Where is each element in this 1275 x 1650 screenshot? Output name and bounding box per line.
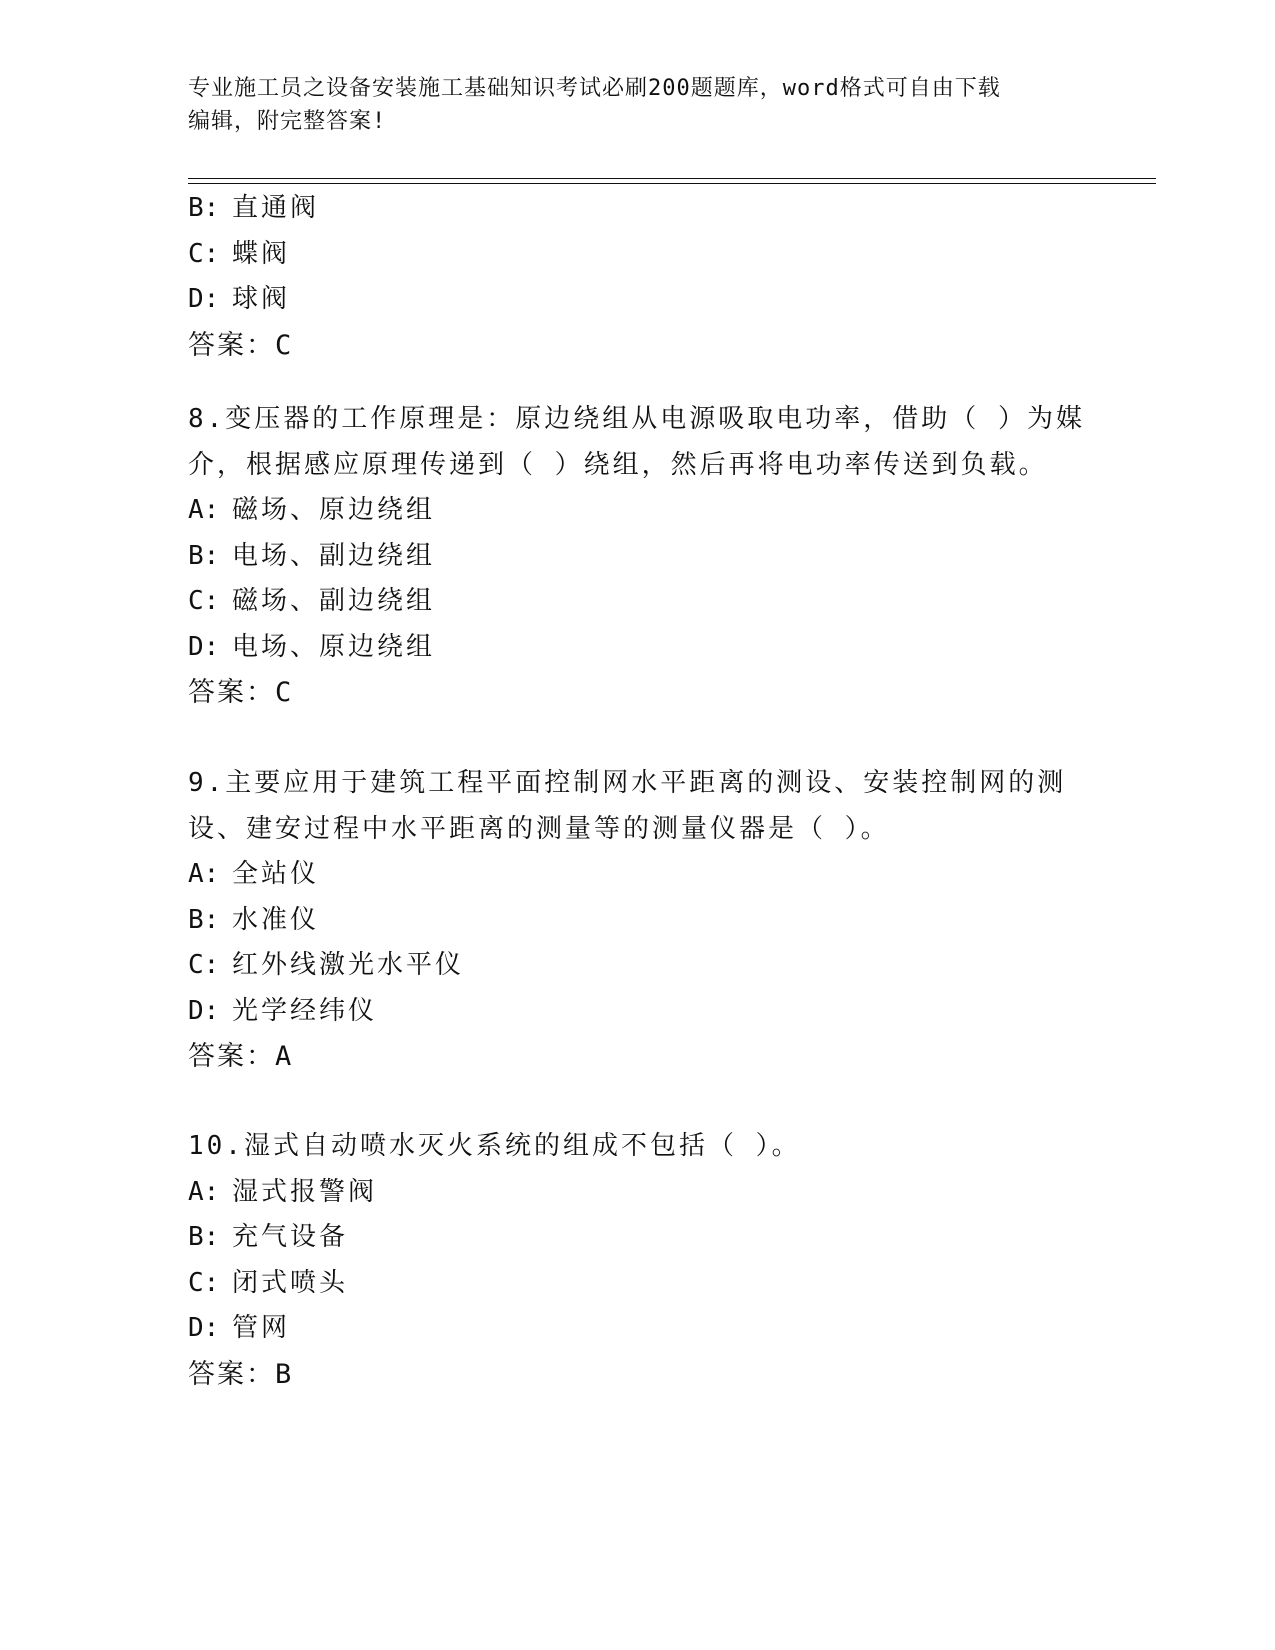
partial-question (188, 186, 1088, 369)
option-key: B: (188, 193, 220, 223)
option-c (188, 232, 1088, 278)
option-a (188, 852, 1088, 898)
option-d (188, 625, 1088, 671)
option-d (188, 989, 1088, 1035)
option-text: 全站仪 (232, 859, 320, 889)
option-b (188, 186, 1088, 232)
option-key: D: (188, 995, 220, 1026)
option-text: 红外线激光水平仪 (232, 950, 465, 980)
answer-label: 答案： (188, 677, 275, 708)
option-key: D: (188, 284, 220, 314)
question-stem-line: 8.变压器的工作原理是：原边绕组从电源吸取电功率，借助（ ）为媒 (188, 404, 1085, 434)
option-b (188, 1215, 1088, 1261)
option-a (188, 1170, 1088, 1216)
option-key: B: (188, 540, 220, 571)
question-stem-line: 设、建安过程中水平距离的测量等的测量仪器是（ ）。 (188, 813, 890, 844)
option-text: 光学经纬仪 (232, 995, 378, 1026)
question-stem-line: 介，根据感应原理传递到（ ）绕组，然后再将电功率传送到负载。 (188, 449, 1048, 480)
option-key: C: (188, 238, 220, 269)
option-key: A: (188, 495, 220, 525)
answer-value: C (275, 329, 294, 361)
option-key: D: (188, 631, 220, 662)
question-stem-line: 9.主要应用于建筑工程平面控制网水平距离的测设、安装控制网的测 (188, 768, 1067, 798)
option-b (188, 898, 1088, 944)
option-text: 湿式报警阀 (232, 1176, 378, 1207)
answer-value: C (275, 677, 294, 708)
option-text: 直通阀 (232, 193, 320, 223)
option-b (188, 534, 1088, 580)
answer-value: A (275, 1041, 294, 1072)
header-divider-top (188, 178, 1156, 179)
option-a (188, 488, 1088, 534)
option-text: 电场、原边绕组 (232, 631, 436, 662)
header-line-2: 编辑，附完整答案! (188, 109, 387, 134)
question-8 (188, 397, 1088, 716)
option-text: 水准仪 (232, 904, 320, 935)
option-text: 球阀 (232, 284, 291, 314)
document-header (188, 72, 1088, 138)
option-key: C: (188, 950, 220, 980)
option-text: 管网 (232, 1313, 291, 1343)
option-key: B: (188, 904, 220, 935)
answer-value: B (275, 1358, 294, 1390)
option-text: 充气设备 (232, 1222, 349, 1252)
option-c (188, 943, 1088, 989)
option-text: 磁场、副边绕组 (232, 586, 436, 616)
option-key: C: (188, 586, 220, 616)
option-d (188, 1306, 1088, 1352)
option-key: A: (188, 1176, 220, 1207)
header-divider-bottom (188, 183, 1156, 184)
option-text: 蝶阀 (232, 238, 291, 269)
header-line-1: 专业施工员之设备安装施工基础知识考试必刷200题题库，word格式可自由下载 (188, 76, 1001, 101)
question-9 (188, 761, 1088, 1080)
answer-line (188, 670, 1088, 716)
option-key: C: (188, 1267, 220, 1298)
answer-label: 答案： (188, 1041, 275, 1072)
option-key: D: (188, 1313, 220, 1343)
option-text: 电场、副边绕组 (232, 540, 436, 571)
option-key: B: (188, 1222, 220, 1252)
answer-line (188, 323, 1088, 369)
answer-label: 答案： (188, 1358, 275, 1390)
question-10 (188, 1124, 1088, 1398)
answer-label: 答案： (188, 329, 275, 361)
option-c (188, 579, 1088, 625)
answer-line (188, 1034, 1088, 1080)
option-text: 闭式喷头 (232, 1267, 349, 1298)
question-stem-line: 10.湿式自动喷水灭火系统的组成不包括（ ）。 (188, 1131, 801, 1161)
option-key: A: (188, 859, 220, 889)
option-c (188, 1261, 1088, 1307)
option-d (188, 277, 1088, 323)
answer-line (188, 1352, 1088, 1398)
option-text: 磁场、原边绕组 (232, 495, 436, 525)
